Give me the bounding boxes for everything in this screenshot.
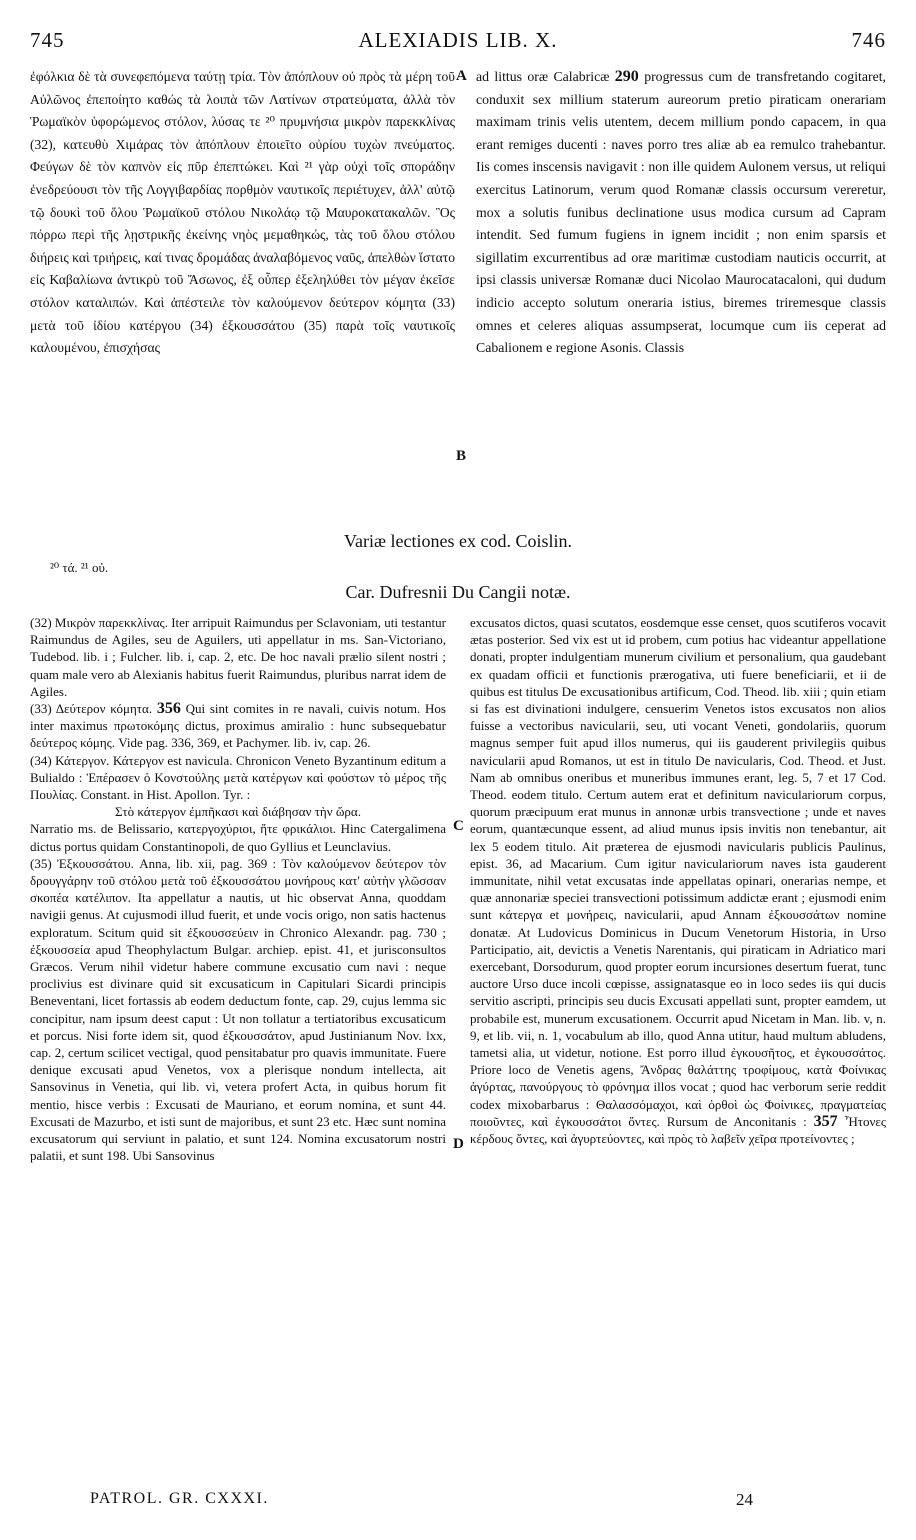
- note-34-verse: Στὸ κάτεργον ἐμπῆκασι καὶ διάβησαν τὴν ὥρα.: [115, 804, 361, 820]
- footer-signature: 24: [736, 1490, 753, 1509]
- note-34-continued: Narratio ms. de Belissario, κατεργοχύριοι, ἤτε φρικάλιοι. Hinc Catergalimena dictus portus quidam Constantinopoli, de quo Gyllius et Leunclavius.: [30, 821, 446, 854]
- notae-title: Car. Dufresnii Du Cangii notæ.: [345, 582, 571, 602]
- note-35-continued-b: Ἦτονες κέρδους ὄντες, καὶ ἀγυρτεύοντες, καὶ πρὸς τὸ λαβεῖν χεῖρα προτείνοντες ;: [470, 1113, 886, 1147]
- greek-text: ἐφόλκια δὲ τὰ συνεφεπόμενα ταύτῃ τρία. Τὸν ἀπόπλουν οὐ πρὸς τὰ μέρη τοῦ Αὐλῶνος ἐπεποίητο καθώς τὰ λοιπὰ τῶν Λατίνων στρατεύματα, ἀλλὰ τὸν Ῥωμαϊκὸν ὑφορώμενος στόλον, λύσας τε ²⁰ πρυμνήσια μικρὸν παρεκκλίνας (32), κατευθὺ Χιμάρας τὸν ἀπόπλουν ἐποιεῖτο οὐρίου τυχὼν πνεύματος. Φεύγων δὲ τὸν καπνὸν εἰς πῦρ ἐπεπτώκει. Καὶ ²¹ γὰρ οὐχὶ τοῖς σποράδην ἐνεδρεύουσι τὸν τῆς Λογγιβαρδίας πορθμὸν ναυτικοῖς περιέτυχεν, ἀλλ' αὐτῷ τῷ δουκὶ τοῦ ὅλου Ῥωμαϊκοῦ στόλου Νικολάῳ τῷ Μαυροκατακαλῶν. Ὃς πόρρω περὶ τῆς λῃστρικῆς ἐκείνης νηὸς μεμαθηκώς, τὰς τοῦ ὅλου στόλου διήρεις καὶ τριήρεις, καί τινας δρομάδας ἀναλαβόμενος ναῦς, ἀπελθὼν ἵστατο εἰς Καβαλίωνα ἀντικρὺ τοῦ Ἄσωνος, ἐξ οὗπερ ἐξεληλύθει τὸν μέγαν ἐκεῖσε στόλον καταλιπών. Καὶ ἀπέστειλε τὸν καλούμενον δεύτερον κόμητα (33) μετὰ τοῦ ἰδίου κατέργου (34) ἐξκουσσάτου (35) παρὰ τοῖς ναυτικοῖς καλουμένου, ἐπισχήσας: [30, 69, 455, 356]
- latin-text-a: ad littus oræ Calabricæ: [476, 69, 610, 84]
- page-marker-356: 356: [156, 700, 181, 718]
- variae-lectiones-title: Variæ lectiones ex cod. Coislin.: [344, 531, 572, 551]
- margin-letter-b: B: [456, 448, 467, 464]
- note-34: (34) Κάτεργον. Κάτεργον est navicula. Chronicon Veneto Byzantinum editum a Bulialdo : Ἐπέρασεν ὁ Κονστούλης μετὰ κατέργων καὶ φούστων τὸ μέρος τῆς Πουλίας. Constant. in Hist. Apollon. Tyr. :: [30, 752, 446, 803]
- variae-lectiones-notes: ²⁰ τά. ²¹ οὐ.: [50, 560, 109, 575]
- page: [30, 28, 886, 1518]
- notes-left-column: [30, 614, 446, 1165]
- note-33-head: (33) Δεύτερον κόμητα.: [30, 701, 153, 717]
- margin-letter-d: D: [453, 1136, 464, 1152]
- page-header: [30, 28, 886, 54]
- page-number-right: 746: [851, 28, 886, 52]
- latin-text-b: progressus cum de transfretando cogitaret, conduxit sex millium staterum aureorum pretio piraticam onerariam maximam trinis velis utentem, decem millium pondo capacem, in qua erant remiges ducenti : naves porro tres aliæ ab ea remulco trahebantur. Iis comes inscensis navigavit : non ille quidem Aulonem versus, ut reliqui exercitus Latinorum, verum quod Romanæ classis occursum vereretur, mox a solutis funibus declinatione usus modica cursum ad Capram intendit. Sed fumum fugiens in ignem incidit ; non enim sparsis et sigillatim excurrentibus ad oræ maritimæ custodiam nauticis occurrit, at ipsi classis universæ Romanæ duci Nicolao Maurocatacaloni, qui dudum indicio accepto solutum oneraria istius, biremes triremesque classis omnes et celeres aliquas assumpserat, locumque cum iis ceperat ad Cabalionem e regione Asonis. Classis: [476, 69, 886, 356]
- page-number-left: 745: [30, 28, 65, 52]
- latin-text: [476, 66, 886, 360]
- note-32: (32) Μικρὸν παρεκκλίνας. Iter arripuit Raimundus per Sclavoniam, uti testantur Raimundus de Agiles, seu de Aguilers, uti appellatur in ms. San-Victoriano, Tudebod. lib. i ; Fulcher. lib. i, cap. 2, etc. De hoc navali prælio silent nostri ; quam male vero ab Alexianis habitus fuerit Raimundus, pluribus narrat idem de Agiles.: [30, 615, 446, 699]
- notes-right-column: [470, 614, 886, 1147]
- page-footer: [30, 1490, 886, 1514]
- note-35-continued-a: excusatos dictos, quasi scutatos, eosdemque esse censet, quos scutiferos vocavit ætas posterior. Sed vix est ut id probem, cum potius hac videantur appellatione donati, propter indulgentiam munerum civilium et personalium, qua gaudebant ex quadam officii et functionis prærogativa, uti fuere beneficiarii, et ii de quibus est titulus De excusationibus artificum, Cod. Theod. lib. xiii ; quin etiam si fas est divinationi indulgere, censuerim Venetos istos excusatos non alios fuisse a vectoribus navicularii, seu, uti vocant Veneti, gondolariis, quorum magnus semper fuit apud illos numerus, qui iis gauderent privilegiis quibus navicularii apud Romanos, ut est in titulo De navicularis, Cod. Theod. et Just. Nam ab omnibus oneribus et muneribus immunes erant, leg. 5, 7 et 17 Cod. Theod. eodem titulo. Certum autem erat et definitum naviculariorum corpus, quorum præcipuum erat munus in annonæ urbis transvectione ; unde et naves eorum, quantæcunque essent, ad aliud munus ipsis invitis non tenebantur, ait lex 5 eodem titulo. Ait præterea de ejusmodi navicularis publicis Paulinus, epist. 36, ad Macarium. Cum igitur naviculariorum naves ista gauderent immunitate, nihil vetat excusatas inde appellatas opinari, onerarias nempe, et quæ annonariæ speciei transvectioni potissimum addictæ erant ; ejusmodi enim sunt κάτεργα et μονήρεις, navicularii, apud Annam ἐξκουσσάτων nomine donatæ. At Ludovicus Dominicus in Ducum Venetorum Historia, in Urso Participatio, ait, devictis a Venetis Narentanis, qui piraticam in Adriatico mari exercebant, Dorsodurum, quod propter eorum incursiones desertum fuerat, tunc auctore Urso duce incoli cœpisse, assignatasque eo in loco sedes iis qui ducis servitio ascripti, principis seu ducis Excusati appellati sunt, propter eamdem, ut probabile est, munerum excusationem. Occurrit apud Nicetam in Man. lib. v, n. 9, et lib. vii, n. 1, vocabulum ab illo, quod Anna utitur, haud multum abludens, tametsi alia, ut videtur, notione. Est porro illud ἐγκουσῆτος, et ἐγκουσσάτος. Priore loco de Venetis agens, Ἄνδρας θαλάττης τροφίμους, κατὰ Φοίνικας ἀγύρτας, πανούργους τὸ φρόνημα illos vocat ; quod hac verborum serie reddit codex mixobarbarus : Θαλασσόμαχοι, καὶ ὀρθοὶ ὡς Φοίνικες, πραγματείας ποιοῦντες, καὶ ἐγκουσσάτοι ὄντες. Rursum de Anconitanis :: [470, 615, 886, 1129]
- note-35: (35) Ἐξκουσσάτου. Anna, lib. xii, pag. 369 : Τὸν καλούμενον δεύτερον τὸν δρουγγάρην τοῦ στόλου μετὰ τοῦ ἐξκουσσάτου μονήρους κατ' αὐτὴν γλῶσσαν σκοπέα κατέλιπον. Ita appellatur a nautis, ut hic observat Anna, quoddam navigii genus. At cujusmodi illud fuerit, et unde vocis origo, non satis hactenus exploratum. Scitum quid sit ἐξκουσσεύειν in Chronico Alexandr. pag. 730 ; ἐξκουσσεία apud Theophylactum Bulgar. archiep. epist. 41, et jurisconsultos Græcos. Verum nihil videtur habere commune excusatio cum navi : neque proclivius est divinare quid sit excusaticum in Capitulari Sicardi principis Beneventani, licet fortassis ab eodem deductum fonte, cap. 29, cujus lemma sic concipitur, nam ipsum deest caput : Ut non tollatur a tertiatoribus excusaticum et porcus. Nisi forte idem sit, quod ἐξκουσσάτον, apud Justinianum Nov. lxx, cap. 2, certum scilicet vectigal, quod pensitabatur pro quavis immunitate. Fuere denique excusati apud Venetos, vox a plerisque nondum intellecta, ait Sansovinus in Venetia, qui lib. vi, vetera profert Acta, in quibus horum fit mentio, hisce verbis : Excusati de Mauriano, et eorum nomina, et sunt 44. Excusati de Mazurbo, et isti sunt de majoribus, et sunt 23 etc. Hæc sunt nomina excusatorum qui serviunt in palatio, et sunt 124. Nomina excusatorum nostri palatii, et sunt 198. Ubi Sansovinus: [30, 855, 446, 1164]
- margin-letter-a: A: [456, 68, 467, 84]
- latin-text-column: [476, 66, 886, 360]
- running-title: ALEXIADIS LIB. X.: [358, 28, 558, 52]
- page-marker-290: 290: [614, 68, 639, 85]
- greek-text-column: [30, 66, 455, 360]
- note-35-continued: [470, 614, 886, 1147]
- note-33: [30, 700, 446, 752]
- note-33-body: Qui sint comites in re navali, cuivis notum. Hos inter maximus πρωτοκόμης dictus, proximus amiralio : hunc subsequebatur δεύτερος κόμης. Vide pag. 336, 369, et Pachymer. lib. iv, cap. 26.: [30, 701, 446, 751]
- margin-letter-c: C: [453, 818, 464, 834]
- footer-series: PATROL. GR. CXXXI.: [90, 1490, 269, 1507]
- page-marker-357: 357: [813, 1112, 838, 1130]
